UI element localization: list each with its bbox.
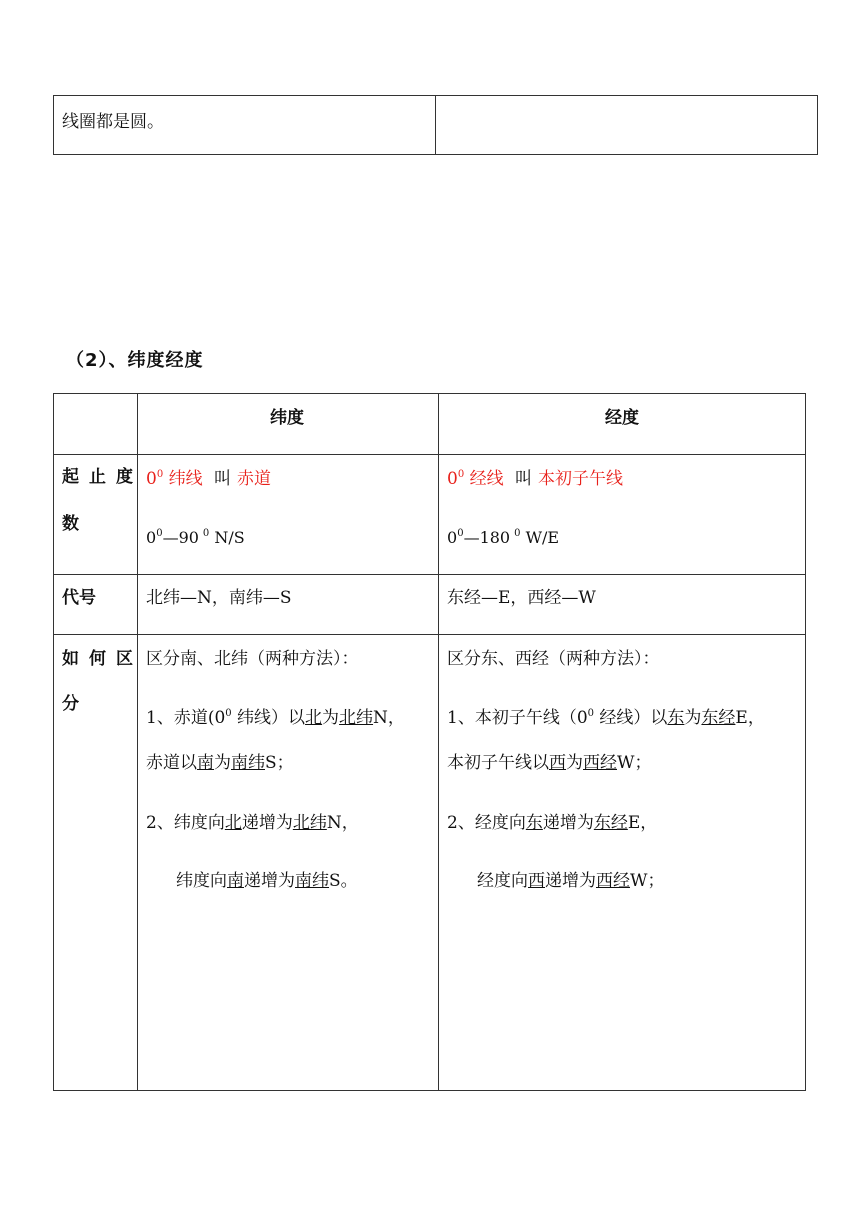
lat-method1-line1: 1、赤道($0^0$ 纬线）以北为北纬N，	[146, 708, 405, 728]
column-divider-1	[137, 394, 138, 1090]
lon-code: 东经—E，西经—W	[447, 588, 596, 608]
section-heading: （2）、纬度经度	[66, 350, 204, 371]
row-label-range-line2: 数	[62, 514, 79, 534]
row-label-distinguish-line1: 如何区	[62, 649, 143, 669]
row-divider-2	[54, 574, 805, 575]
row-label-range-line1: 起止度	[62, 467, 143, 487]
lat-method2-line2: 纬度向南递增为南纬S。	[176, 871, 358, 891]
header-latitude: 纬度	[270, 408, 304, 428]
top-table-cell-text: 线圈都是圆。	[62, 112, 164, 132]
lat-method1-line2: 赤道以南为南纬S；	[146, 753, 294, 773]
row-label-code: 代号	[62, 588, 96, 608]
lat-method2-line1: 2、纬度向北递增为北纬N，	[146, 813, 359, 833]
lon-distinguish-intro: 区分东、西经（两种方法）：	[447, 649, 660, 669]
lon-method1-line1: 1、本初子午线（$0^0$ 经线）以东为东经E，	[447, 708, 765, 728]
latitude-longitude-table	[53, 393, 806, 1091]
lon-method1-line2: 本初子午线以西为西经W；	[447, 753, 652, 773]
lon-zero-line: $0^0$ 经线 叫 本初子午线	[447, 469, 624, 489]
lon-range: $0^0—180$ $^0$ W/E	[447, 528, 560, 547]
lat-distinguish-intro: 区分南、北纬（两种方法）：	[146, 649, 359, 669]
row-label-distinguish-line2: 分	[62, 694, 79, 714]
top-table-cell-right	[436, 96, 817, 154]
lat-range: $0^0—90$ $^0$ N/S	[146, 528, 245, 547]
lon-method2-line2: 经度向西递增为西经W；	[477, 871, 665, 891]
row-divider-3	[54, 634, 805, 635]
row-divider-1	[54, 454, 805, 455]
lat-zero-line: $0^0$ 纬线 叫 赤道	[146, 469, 272, 489]
header-longitude: 经度	[605, 408, 639, 428]
lat-code: 北纬—N，南纬—S	[146, 588, 292, 608]
top-table	[53, 95, 818, 155]
column-divider-2	[438, 394, 439, 1090]
top-table-cell-left	[54, 96, 436, 154]
lon-method2-line1: 2、经度向东递增为东经E，	[447, 813, 658, 833]
